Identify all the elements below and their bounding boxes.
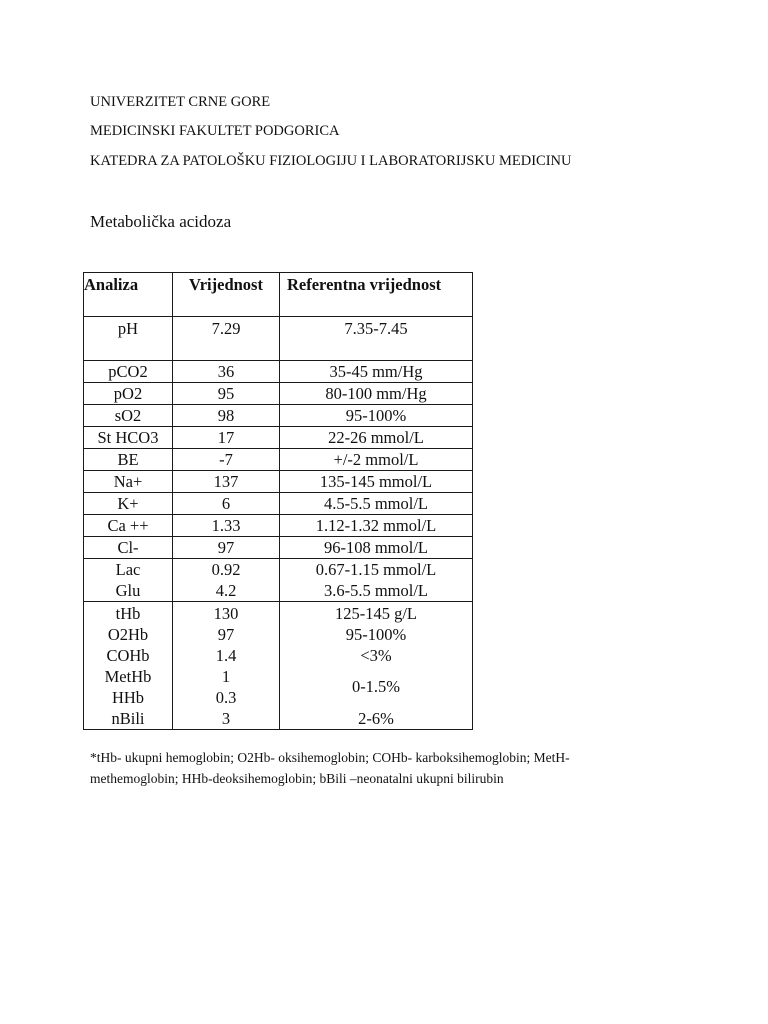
group-reference: 2-6% xyxy=(358,709,394,728)
row-reference: 22-26 mmol/L xyxy=(280,427,473,449)
table-row xyxy=(84,471,473,493)
row-analysis: K+ xyxy=(84,493,173,515)
header-analysis: Analiza xyxy=(84,273,173,317)
row-value: 137 xyxy=(173,471,280,493)
group-reference: 0.67-1.15 mmol/L xyxy=(315,560,437,579)
table-row xyxy=(84,427,473,449)
row-reference: 80-100 mm/Hg xyxy=(280,383,473,405)
group-value: 4.2 xyxy=(215,581,237,600)
row-analysis: BE xyxy=(84,449,173,471)
group-value: 3 xyxy=(221,709,231,728)
row-reference: 135-145 mmol/L xyxy=(280,471,473,493)
group-reference: <3% xyxy=(360,646,392,665)
group-analysis: MetHb xyxy=(104,667,152,686)
row-value: 6 xyxy=(173,493,280,515)
row-value: -7 xyxy=(173,449,280,471)
group-analysis: COHb xyxy=(106,646,150,665)
group-analysis-cell xyxy=(84,559,173,602)
group-value: 130 xyxy=(213,604,239,623)
footnote: *tHb- ukupni hemoglobin; O2Hb- oksihemoglobin; COHb- karboksihemoglobin; MetH-methemoglobin; HHb-deoksihemoglobin; bBili –neonatalni ukupni bilirubin xyxy=(90,750,570,786)
group-value: 1.4 xyxy=(215,646,237,665)
table-row xyxy=(84,493,473,515)
row-value: 1.33 xyxy=(173,515,280,537)
university-name: UNIVERZITET CRNE GORE xyxy=(90,94,271,110)
row-value: 36 xyxy=(173,361,280,383)
lab-results-table xyxy=(83,272,473,730)
row-analysis: pH xyxy=(84,317,173,361)
group-value: 1 xyxy=(221,667,231,686)
group-value: 97 xyxy=(217,625,235,644)
group-analysis: nBili xyxy=(111,709,145,728)
row-value: 7.29 xyxy=(173,317,280,361)
row-reference: +/-2 mmol/L xyxy=(280,449,473,471)
row-value: 95 xyxy=(173,383,280,405)
row-reference: 7.35-7.45 xyxy=(280,317,473,361)
group-reference: 125-145 g/L xyxy=(334,604,418,623)
table-row xyxy=(84,361,473,383)
group-reference-cell xyxy=(280,602,473,730)
table-header-row xyxy=(84,273,473,317)
row-reference: 95-100% xyxy=(280,405,473,427)
row-analysis: pO2 xyxy=(84,383,173,405)
row-reference: 4.5-5.5 mmol/L xyxy=(280,493,473,515)
table-row-group xyxy=(84,559,473,602)
group-value-cell xyxy=(173,559,280,602)
document-title: Metabolička acidoza xyxy=(90,212,232,231)
table-row xyxy=(84,449,473,471)
table-row-group xyxy=(84,602,473,730)
row-analysis: St HCO3 xyxy=(84,427,173,449)
row-analysis: pCO2 xyxy=(84,361,173,383)
row-value: 97 xyxy=(173,537,280,559)
group-value-cell xyxy=(173,602,280,730)
group-analysis: Lac xyxy=(115,560,141,579)
row-reference: 1.12-1.32 mmol/L xyxy=(280,515,473,537)
row-analysis: Ca ++ xyxy=(84,515,173,537)
row-reference: 35-45 mm/Hg xyxy=(280,361,473,383)
row-analysis: Na+ xyxy=(84,471,173,493)
group-reference: 3.6-5.5 mmol/L xyxy=(323,581,429,600)
row-reference: 96-108 mmol/L xyxy=(280,537,473,559)
faculty-name: MEDICINSKI FAKULTET PODGORICA xyxy=(90,123,340,139)
group-analysis-cell xyxy=(84,602,173,730)
department-name: KATEDRA ZA PATOLOŠKU FIZIOLOGIJU I LABORATORIJSKU MEDICINU xyxy=(90,153,572,169)
group-analysis: O2Hb xyxy=(107,625,149,644)
group-analysis: tHb xyxy=(115,604,141,623)
table-row xyxy=(84,515,473,537)
row-value: 17 xyxy=(173,427,280,449)
group-value: 0.92 xyxy=(211,560,241,579)
header-reference: Referentna vrijednost xyxy=(280,273,473,317)
header-value: Vrijednost xyxy=(173,273,280,317)
row-analysis: sO2 xyxy=(84,405,173,427)
row-analysis: Cl- xyxy=(84,537,173,559)
group-reference-cell xyxy=(280,559,473,602)
group-reference: 95-100% xyxy=(345,625,407,644)
table-row xyxy=(84,383,473,405)
group-analysis: Glu xyxy=(115,581,141,600)
table-row xyxy=(84,405,473,427)
group-value: 0.3 xyxy=(215,688,237,707)
table-row xyxy=(84,317,473,361)
table-row xyxy=(84,537,473,559)
group-shared-reference: 0-1.5% xyxy=(351,677,401,696)
row-value: 98 xyxy=(173,405,280,427)
group-analysis: HHb xyxy=(111,688,145,707)
